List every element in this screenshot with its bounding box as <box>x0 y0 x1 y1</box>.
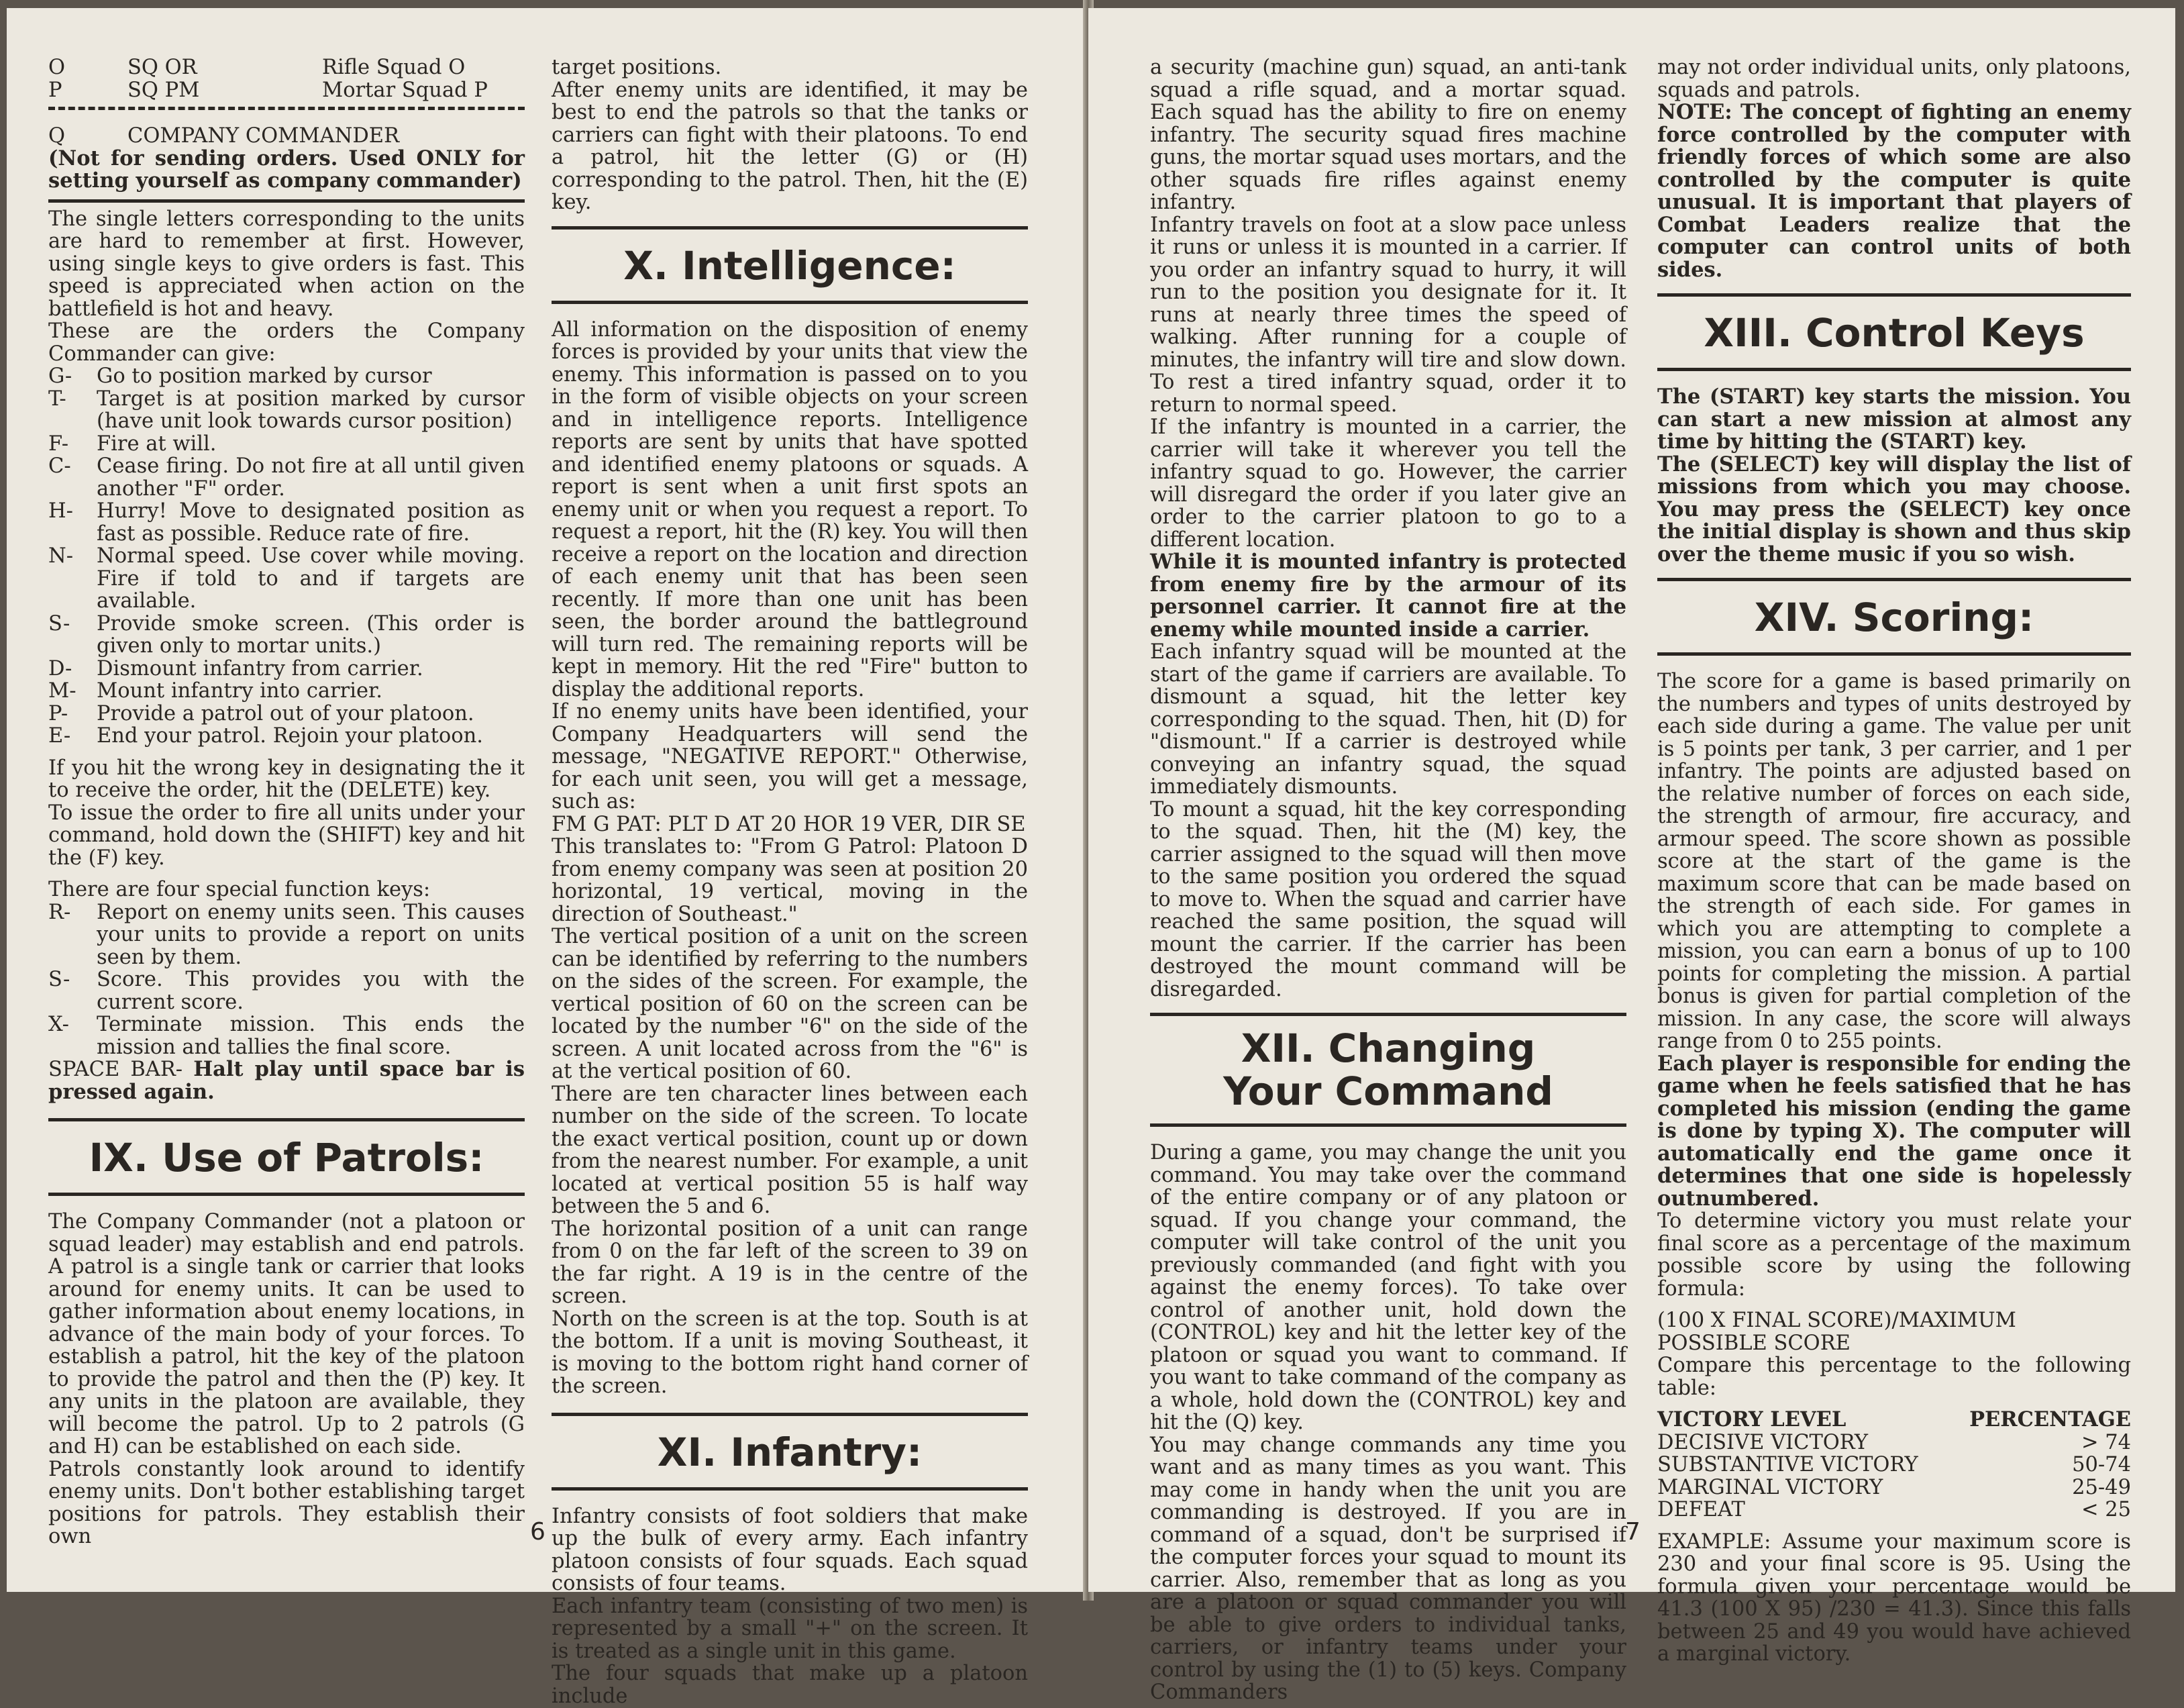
order-item: H- Hurry! Move to designated position as fast as possible. Reduce rate of fire. <box>48 499 525 546</box>
victory-table-row: DECISIVE VICTORY > 74 <box>1657 1430 2131 1454</box>
left-page <box>7 8 1087 1708</box>
paragraph: While it is mounted infantry is protected from enemy fire by the armour of its personnel carrier. It cannot fire at the enemy while mounted inside a carrier. <box>1150 550 1626 642</box>
paragraph: To mount a squad, hit the key corresponding to the squad. Then, hit the (M) key, the carrier assigned to the squad will then move to the same position you ordered the squad to move to. When the squad and carrier have reached the same position, the squad will mount the carrier. If the carrier has been destroyed the mount command will be disregarded. <box>1150 797 1626 1001</box>
order-item: M- Mount infantry into carrier. <box>48 679 382 703</box>
paragraph: Each infantry squad will be mounted at the start of the game if carriers are available. To dismount a squad, hit the letter key corresponding to the squad. Then, hit (D) for "dismount." If a carrier is destroyed while conveying an infantry squad, the squad immediately dismounts. <box>1150 640 1626 799</box>
divider <box>1150 1123 1626 1127</box>
order-item: S- Provide smoke screen. (This order is given only to mortar units.) <box>48 611 525 658</box>
page-number-left: 6 <box>530 1518 545 1546</box>
divider <box>552 1413 1028 1416</box>
divider <box>1657 652 2131 656</box>
paragraph: If the infantry is mounted in a carrier, the carrier will take it wherever you tell the infantry squad to go. However, the carrier will disregard the order if you later give an order to the carrier platoon to go to a different location. <box>1150 415 1626 552</box>
unit-row-p: P SQ PM Mortar Squad P <box>48 78 488 102</box>
paragraph: a security (machine gun) squad, an anti-tank squad a rifle squad, and a mortar squad. Each squad has the ability to fire on enemy infantry. The security squad fires machine guns, the mortar squad uses mortars, and the other squads fire rifles against enemy infantry. <box>1150 56 1626 214</box>
paragraph: During a game, you may change the unit you command. You may take over the command of the entire company or of any platoon or squad. If you change your command, the computer will take control of the unit you previously commanded (and fight with you against the enemy forces). To take over control of another unit, hold down the (CONTROL) key and hit the letter key of the platoon or squad you want to command. If you want to take command of the company as a whole, hold down the (CONTROL) key and hit the (Q) key. <box>1150 1141 1626 1434</box>
paragraph: The (SELECT) key will display the list of missions from which you may choose. You may press the (SELECT) key once the initial display is shown and thus skip over the theme music if you so wish. <box>1657 452 2131 566</box>
cc-note: (Not for sending orders. Used ONLY for setting yourself as company commander) <box>48 146 525 193</box>
paragraph: All information on the disposition of enemy forces is provided by your units that view the enemy. This information is passed on to you in the form of visible objects on your screen and in intelligence reports. Intelligence reports are sent by units that have spotted and identified enemy platoons or squads. A report is sent when a unit first spots an enemy unit or when you request a report. To request a report, hit the (R) key. You will then receive a report on the location and direction of each enemy unit that has been seen recently. If more than one unit has been seen, the border around the battleground will turn red. The remaining reports will be kept in memory. Hit the red "Fire" button to display the additional reports. <box>552 317 1028 701</box>
order-item: P- Provide a patrol out of your platoon. <box>48 701 474 725</box>
paragraph: target positions. <box>552 56 722 79</box>
order-item: F- Fire at will. <box>48 432 217 456</box>
paragraph: North on the screen is at the top. South is at the bottom. If a unit is moving Southeast, it is moving to the bottom right hand corner of the screen. <box>552 1307 1028 1398</box>
paragraph: The four squads that make up a platoon include <box>552 1662 1028 1708</box>
paragraph: The (START) key starts the mission. You can start a new mission at almost any time by hitting the (START) key. <box>1657 385 2131 454</box>
unit-row-q: Q COMPANY COMMANDER <box>48 124 400 148</box>
special-keys-list <box>48 901 525 1059</box>
paragraph: The single letters corresponding to the units are hard to remember at first. However, using single keys to give orders is fast. This speed is appreciated when action on the battlefield is hot and heavy. <box>48 207 525 321</box>
special-key-item: S- Score. This provides you with the current score. <box>48 968 525 1014</box>
paragraph: Infantry consists of foot soldiers that make up the bulk of every army. Each infantry platoon consists of four squads. Each squad consists of four teams. <box>552 1504 1028 1595</box>
right-page <box>1088 8 2175 1704</box>
paragraph: After enemy units are identified, it may be best to end the patrols so that the tanks or carriers can fight with their platoons. To end a patrol, hit the letter (G) or (H) corresponding to the patrol. Then, hit the (E) key. <box>552 78 1028 214</box>
order-item: G- Go to position marked by cursor <box>48 364 432 388</box>
order-item: C- Cease firing. Do not fire at all until given another "F" order. <box>48 454 525 501</box>
paragraph: Compare this percentage to the following table: <box>1657 1354 2131 1400</box>
divider <box>552 301 1028 304</box>
paragraph: There are four special function keys: <box>48 878 431 901</box>
paragraph: The Company Commander (not a platoon or squad leader) may establish and end patrols. A patrol is a single tank or carrier that looks around for enemy units. It can be used to gather information about enemy locations, in advance of the main body of your forces. To establish a patrol, hit the key of the platoon to provide the patrol and then the (P) key. It any units in the platoon are available, they will become the patrol. Up to 2 patrols (G and H) can be established on each side. <box>48 1210 525 1458</box>
unit-row-o: O SQ OR Rifle Squad O <box>48 56 466 79</box>
orders-list <box>48 365 525 748</box>
victory-table-row: DEFEAT < 25 <box>1657 1498 2131 1521</box>
paragraph: To determine victory you must relate your final score as a percentage of the maximum possible score by using the following formula: <box>1657 1209 2131 1301</box>
divider <box>1657 368 2131 371</box>
example-paragraph: EXAMPLE: Assume your maximum score is 230 and your final score is 95. Using the formula given your percentage would be 41.3 (100 X 95) /230 = 41.3). Since this falls between 25 and 49 you would have achieved a marginal victory. <box>1657 1529 2131 1666</box>
divider <box>48 199 525 203</box>
paragraph: Infantry travels on foot at a slow pace unless it runs or unless it is mounted in a carrier. If you order an infantry squad to hurry, it will run to the position you designate for it. It runs at nearly three times the speed of walking. After running for a couple of minutes, the infantry will tire and slow down. To rest a tired infantry squad, order it to return to normal speed. <box>1150 213 1626 417</box>
paragraph: You may change commands any time you want and as many times as you want. This may come in handy when the unit you are commanding is destroyed. If you are in command of a squad, don't be surprised if the computer forces your squad to mount its carrier. Also, remember that as long as you are a platoon or squad commander you will be able to give orders to individual tanks, carriers, or infantry teams under your control by using the (1) to (5) keys. Company Commanders <box>1150 1433 1626 1704</box>
paragraph: may not order individual units, only platoons, squads and patrols. <box>1657 56 2131 102</box>
dashed-divider <box>48 107 525 110</box>
divider <box>48 1118 525 1121</box>
order-item: D- Dismount infantry from carrier. <box>48 656 423 681</box>
column-4 <box>1657 56 2131 1666</box>
victory-table-row: MARGINAL VICTORY 25-49 <box>1657 1475 2131 1499</box>
paragraph: If no enemy units have been identified, your Company Headquarters will send the message, "NEGATIVE REPORT." Otherwise, for each unit seen, you will get a message, such as: <box>552 700 1028 813</box>
paragraph: There are ten character lines between each number on the side of the screen. To locate the exact vertical position, count up or down from the nearest number. For example, a unit located at vertical position 55 is half way between the 5 and 6. <box>552 1082 1028 1218</box>
paragraph: The horizontal position of a unit can range from 0 on the far left of the screen to 39 on the far right. A 19 is in the centre of the screen. <box>552 1217 1028 1308</box>
section-heading-xiv: XIV. Scoring: <box>1754 595 2034 640</box>
paragraph: If you hit the wrong key in designating the it to receive the order, hit the (DELETE) key. <box>48 756 525 802</box>
space-bar-item: SPACE BAR- Halt play until space bar is pressed again. <box>48 1057 525 1104</box>
divider <box>552 1487 1028 1491</box>
column-2 <box>552 56 1028 1707</box>
paragraph: The score for a game is based primarily on the numbers and types of units destroyed by each side during a game. The value per unit is 5 points per tank, 3 per carrier, and 1 per infantry. The points are adjusted based on the relative number of forces on each side, the strength of armour, fire accuracy, and armour speed. The score shown as possible score at the start of the game is the maximum score that can be made based on the strength of each side. For games in which you are attempting to complete a mission, you can earn a bonus of up to 100 points for completing the mission. A partial bonus is given for partial completion of the mission. In any case, the score will always range from 0 to 255 points. <box>1657 670 2131 1053</box>
column-3 <box>1150 56 1626 1704</box>
section-heading-xi: XI. Infantry: <box>657 1429 923 1475</box>
paragraph: Each player is responsible for ending the game when he feels satisfied that he has completed his mission (ending the game is done by typing X). The computer will automatically end the game once it determines that one side is hopelessly outnumbered. <box>1657 1051 2131 1211</box>
victory-table-header: VICTORY LEVEL PERCENTAGE <box>1657 1407 2131 1431</box>
section-heading-xiii: XIII. Control Keys <box>1704 310 2085 356</box>
special-key-item: X- Terminate mission. This ends the mission and tallies the final score. <box>48 1013 525 1059</box>
victory-table-row: SUBSTANTIVE VICTORY 50-74 <box>1657 1453 2131 1476</box>
paragraph: The vertical position of a unit on the screen can be identified by referring to the numbers on the sides of the screen. For example, the vertical position of 60 on the screen can be located by the number "6" on the side of the screen. A unit located across from the "6" is at the vertical position of 60. <box>552 925 1028 1083</box>
section-heading-xii: XII. Changing Your Command <box>1223 1025 1553 1114</box>
divider <box>1657 293 2131 297</box>
divider <box>48 1193 525 1196</box>
paragraph: These are the orders the Company Commander can give: <box>48 319 525 366</box>
paragraph: This translates to: "From G Patrol: Platoon D from enemy company was seen at position 20 horizontal, 19 vertical, moving in the direction of Southeast." <box>552 835 1028 926</box>
section-heading-ix: IX. Use of Patrols: <box>89 1135 484 1180</box>
divider <box>552 226 1028 230</box>
order-item: E- End your patrol. Rejoin your platoon. <box>48 724 483 748</box>
page-number-right: 7 <box>1625 1518 1641 1546</box>
paragraph: To issue the order to fire all units under your command, hold down the (SHIFT) key and hit the (F) key. <box>48 801 525 870</box>
paragraph: Each infantry team (consisting of two men) is represented by a small "+" on the screen. It is treated as a single unit in this game. <box>552 1594 1028 1663</box>
note-paragraph: NOTE: The concept of fighting an enemy force controlled by the computer with friendly forces of which some are also controlled by the computer is quite unusual. It is important that players of Combat Leaders realize that the computer can control units of both sides. <box>1657 100 2131 282</box>
column-1 <box>48 56 525 1548</box>
formula: (100 X FINAL SCORE)/MAXIMUM POSSIBLE SCORE <box>1657 1309 2016 1355</box>
section-heading-x: X. Intelligence: <box>623 242 956 289</box>
report-example: FM G PAT: PLT D AT 20 HOR 19 VER, DIR SE <box>552 812 1026 836</box>
divider <box>1150 1013 1626 1016</box>
order-item: T- Target is at position marked by cursor (have unit look towards cursor position) <box>48 387 525 433</box>
order-item: N- Normal speed. Use cover while moving. Fire if told to and if targets are available. <box>48 544 525 613</box>
divider <box>1657 578 2131 581</box>
special-key-item: R- Report on enemy units seen. This causes your units to provide a report on units seen by them. <box>48 900 525 969</box>
paragraph: Patrols constantly look around to identify enemy units. Don't bother establishing target positions for patrols. They establish their own <box>48 1457 525 1548</box>
